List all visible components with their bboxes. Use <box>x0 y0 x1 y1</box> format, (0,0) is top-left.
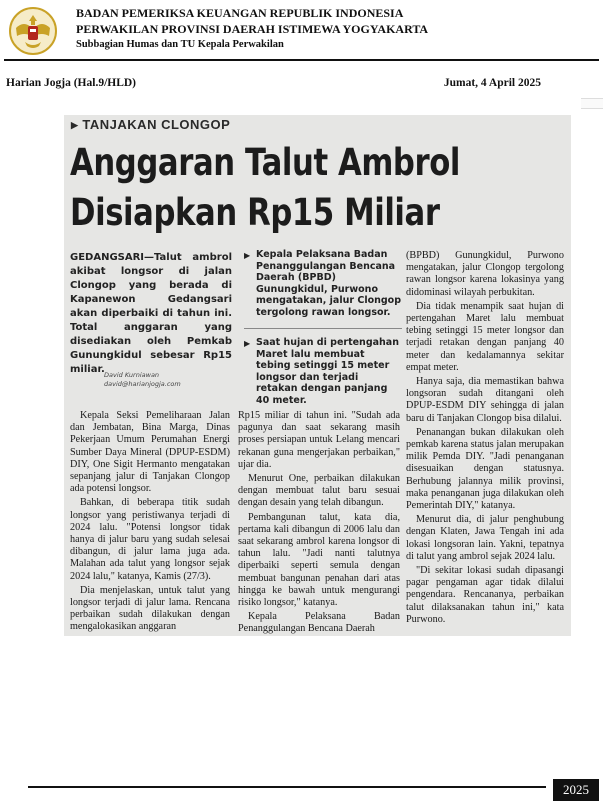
triangle-right-icon: ▶ <box>244 251 251 260</box>
highlight-bullet <box>244 249 402 318</box>
header-divider <box>4 59 599 61</box>
bullet-text: Saat hujan di pertengahan Maret lalu membuat tebing setinggi 15 meter longsor dan terjadi retakan dengan panjang 40 meter. <box>256 337 399 406</box>
source-label: Harian Jogja (Hal.9/HLD) <box>6 77 137 89</box>
byline-name: David Kurniawan <box>104 371 160 379</box>
paragraph: (BPBD) Gunungkidul, Purwono mengatakan, jalur Clongop tergolong rawan longsor karena lokasinya yang didominasi wilayah perbukitan. <box>406 250 564 298</box>
headline-line-1: Anggaran Talut Ambrol <box>70 141 461 184</box>
newspaper-clipping <box>64 115 571 636</box>
scrollbar-stub <box>581 98 603 109</box>
paragraph: Penanangan bukan dilakukan oleh pemkab karena status jalan merupakan milik Pemda DIY. "Jadi penanganan disesuaikan dengan statusnya. Berhubung jalannya milik provinsi, maka penanganan juga dilakukan oleh Pemerintah DIY," katanya. <box>406 426 564 512</box>
byline <box>104 371 181 389</box>
kicker-text: TANJAKAN CLONGOP <box>82 117 231 132</box>
footer-divider <box>28 786 546 788</box>
paragraph: Dia tidak menampik saat hujan di pertengahan Maret lalu membuat tebing setinggi 15 meter longsor dan terjadi retakan dengan panjang 40 meter dan kedalamannya sekitar empat meter. <box>406 300 564 373</box>
date-label: Jumat, 4 April 2025 <box>443 77 541 89</box>
article-lead: GEDANGSARI—Talut ambrol akibat longsor di jalan Clongop yang berada di Kapanewon Gedangsari akan diperbaiki di tahun ini. Total anggaran yang disediakan oleh Pemkab Gunungkidul sebesar Rp15 miliar. <box>70 252 232 375</box>
header-office-line: PERWAKILAN PROVINSI DAERAH ISTIMEWA YOGYAKARTA <box>76 22 429 36</box>
header-institution-line: BADAN PEMERIKSA KEUANGAN REPUBLIK INDONESIA <box>76 6 404 20</box>
paragraph: "Di sekitar lokasi sudah dipasangi pagar pengaman agar tidak dilalui pengendara. Rencananya, perbaikan talut dilaksanakan tahun ini," kata Purwono. <box>406 565 564 625</box>
paragraph: Kepala Pelaksana Badan Penanggulangan Bencana Daerah <box>238 611 400 635</box>
article-column-1 <box>70 410 230 636</box>
paragraph: Menurut dia, di jalur penghubung dengan Klaten, Jawa Tengah ini ada lokasi longsoran lain. Yakni, tepatnya di talut yang ambrol sejak 2024 lalu. <box>406 514 564 562</box>
paragraph: Menurut One, perbaikan dilakukan dengan membuat talut baru sesuai dengan desain yang telah dibangun. <box>238 473 400 509</box>
paragraph: Kepala Seksi Pemeliharaan Jalan dan Jembatan, Bina Marga, Dinas Pekerjaan Umum Perumahan Energi Sumber Daya Mineral (DPUP-ESDM) DIY, One Sigit Hermanto mengatakan sepanjang jalur di Tanjakan Clongop ada potensi longsor. <box>70 410 230 495</box>
headline-line-2: Disiapkan Rp15 Miliar <box>70 191 440 234</box>
triangle-right-icon: ▶ <box>244 339 251 348</box>
article-column-2 <box>238 410 400 636</box>
paragraph: Hanya saja, dia memastikan bahwa longsoran sudah ditangani oleh DPUP-ESDM DIY sehingga di jalan baru di Tanjakan Clongop bisa dilalui. <box>406 376 564 424</box>
page-number-badge: 2025 <box>553 779 599 801</box>
byline-email: david@harianjogja.com <box>104 380 181 388</box>
paragraph: Dia menjelaskan, untuk talut yang longsor terjadi di jalur lama. Rencana perbaikan sudah dilakukan dengan mengalokasikan anggaran <box>70 584 230 633</box>
highlight-bullet <box>244 328 402 406</box>
highlight-bullets <box>244 249 402 406</box>
bullet-text: Kepala Pelaksana Badan Penanggulangan Bencana Daerah (BPBD) Gunungkidul, Purwono mengatakan, jalur Clongop tergolong rawan longsor. <box>256 249 402 318</box>
garuda-emblem-icon <box>8 6 58 56</box>
triangle-right-icon: ▶ <box>71 120 79 130</box>
paragraph: Rp15 miliar di tahun ini. "Sudah ada pagunya dan saat sekarang masih proses persiapan untuk Lelang mencari rekanan guna mengerjakan perbaikan," ujar dia. <box>238 410 400 470</box>
article-kicker <box>71 117 230 132</box>
paragraph: Pembangunan talut, kata dia, pertama kali dibangun di 2006 lalu dan saat sekarang ambrol karena longsor di tahun lalu. "Jadi nanti talutnya diperbaiki seperti semula dengan membuat bangunan penahan dari atas hingga ke bawah untuk mengurangi risiko longsor," katanya. <box>238 511 400 609</box>
header-department-line: Subbagian Humas dan TU Kepala Perwakilan <box>76 39 284 50</box>
article-column-3 <box>406 250 564 628</box>
paragraph: Bahkan, di beberapa titik sudah longsor yang peristiwanya terjadi di 2024 lalu. "Potensi longsor tidak hanya di jalur baru yang sudah selesai dibangun, di jalur lama juga ada. Malahan ada talut yang longsor sejak 2024 lalu," katanya, Kamis (27/3). <box>70 497 230 582</box>
